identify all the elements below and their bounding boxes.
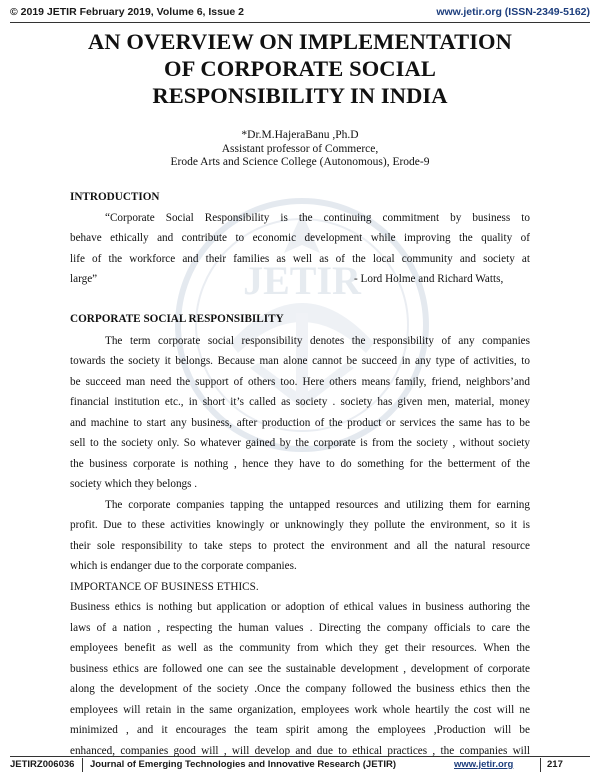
title-line-3: RESPONSIBILITY IN INDIA: [152, 83, 448, 108]
running-header: [10, 6, 590, 22]
footer-paper-code: JETIRZ006036: [10, 759, 75, 770]
csr-p1-line: sell to the society only. So whatever gained by the corporate is from the society , without society: [70, 437, 530, 449]
watermark-text: JETIR: [243, 258, 361, 303]
ethics-line: Business ethics is nothing but application or adoption of ethical values in business authoring the: [70, 601, 530, 613]
csr-p2-line: their sole responsibility to take steps to protect the environment and all the natural resource: [70, 539, 530, 552]
running-footer: [10, 759, 590, 773]
header-website-issn: www.jetir.org (ISSN-2349-5162): [436, 6, 590, 18]
author-block: [40, 129, 560, 170]
csr-p2-line: The corporate companies tapping the untapped resources and utilizing them for earning: [105, 498, 530, 511]
ethics-line: minimized , and it encourages the team spirit among the employees ,Production will be: [70, 724, 530, 736]
paper-title: [40, 28, 560, 109]
csr-paragraph-1: [70, 331, 530, 495]
intro-large-text: large”: [70, 273, 98, 285]
header-copyright: © 2019 JETIR February 2019, Volume 6, Issue 2: [10, 6, 244, 18]
ethics-line: enhanced, companies good will , will develop and due to ethical practices , the companies will: [70, 744, 530, 757]
footer-website-link[interactable]: www.jetir.org: [454, 759, 514, 770]
csr-p2-line: profit. Due to these activities knowingly or unknowingly they pollute the environment, so it is: [70, 519, 530, 531]
csr-p1-line: the business corporate is nothing , hence they have to do something for the betterment of the: [70, 457, 530, 470]
ethics-heading: IMPORTANCE OF BUSINESS ETHICS.: [70, 580, 259, 593]
ethics-line: laws of a nation , respecting the human values . Directing the company officials to care the: [70, 621, 530, 634]
footer-journal-name: Journal of Emerging Technologies and Innovative Research (JETIR): [90, 759, 396, 770]
ethics-line: business ethics are followed one can see the sustainable development , development of corporate: [70, 662, 530, 675]
title-line-2: OF CORPORATE SOCIAL: [164, 56, 436, 81]
author-position: Assistant professor of Commerce,: [221, 142, 379, 155]
footer-rule: [10, 756, 590, 757]
ethics-paragraph: [70, 597, 530, 761]
csr-p1-line: financial institution etc., in short it’s called as society . society has given men, material, money: [70, 396, 530, 408]
title-line-1: AN OVERVIEW ON IMPLEMENTATION: [87, 29, 513, 54]
csr-section: [70, 309, 530, 761]
author-name: *Dr.M.HajeraBanu ,Ph.D: [241, 129, 359, 141]
csr-p1-line: and machine to start any business, after production of the product or services the same has to be: [70, 416, 530, 429]
intro-line-2: behave ethically and contribute to economic development while improving the quality of: [70, 232, 530, 244]
csr-heading: CORPORATE SOCIAL RESPONSIBILITY: [70, 313, 284, 325]
csr-p1-line: towards the society it belongs. Because man alone cannot be succeed in any type of activities, to: [70, 355, 530, 367]
header-rule: [10, 22, 590, 23]
quote-attribution: - Lord Holme and Richard Watts,: [354, 273, 504, 285]
footer-divider: [540, 758, 541, 772]
author-affiliation: Erode Arts and Science College (Autonomous), Erode-9: [170, 156, 430, 168]
introduction-section: [70, 187, 530, 290]
footer-divider: [82, 758, 83, 772]
intro-line-3: life of the workforce and their families as well as of the local community and society at: [70, 252, 530, 265]
footer-page-number: 217: [547, 759, 563, 770]
csr-paragraph-2: [70, 495, 530, 577]
introduction-heading: INTRODUCTION: [70, 191, 160, 203]
ethics-line: along the development of the society .Once the company followed the business ethics then the: [70, 683, 530, 695]
csr-p2-line: which is endanger due to the corporate companies.: [70, 560, 297, 572]
csr-p1-line: be succeed man need the support of others too. Here others means family, friend, neighbors’and: [70, 375, 530, 388]
csr-p1-line: society which they belongs .: [70, 478, 198, 490]
csr-p1-line: The term corporate social responsibility denotes the responsibility of any companies: [105, 334, 530, 347]
intro-last-line: [70, 269, 530, 290]
ethics-line: employees benefit as well as the community from which they get their resources. When the: [70, 642, 530, 654]
intro-line-1: “Corporate Social Responsibility is the continuing commitment by business to: [105, 211, 530, 224]
ethics-line: employees will retain in the same organization, employees work whole heartily the cost will ne: [70, 703, 530, 716]
